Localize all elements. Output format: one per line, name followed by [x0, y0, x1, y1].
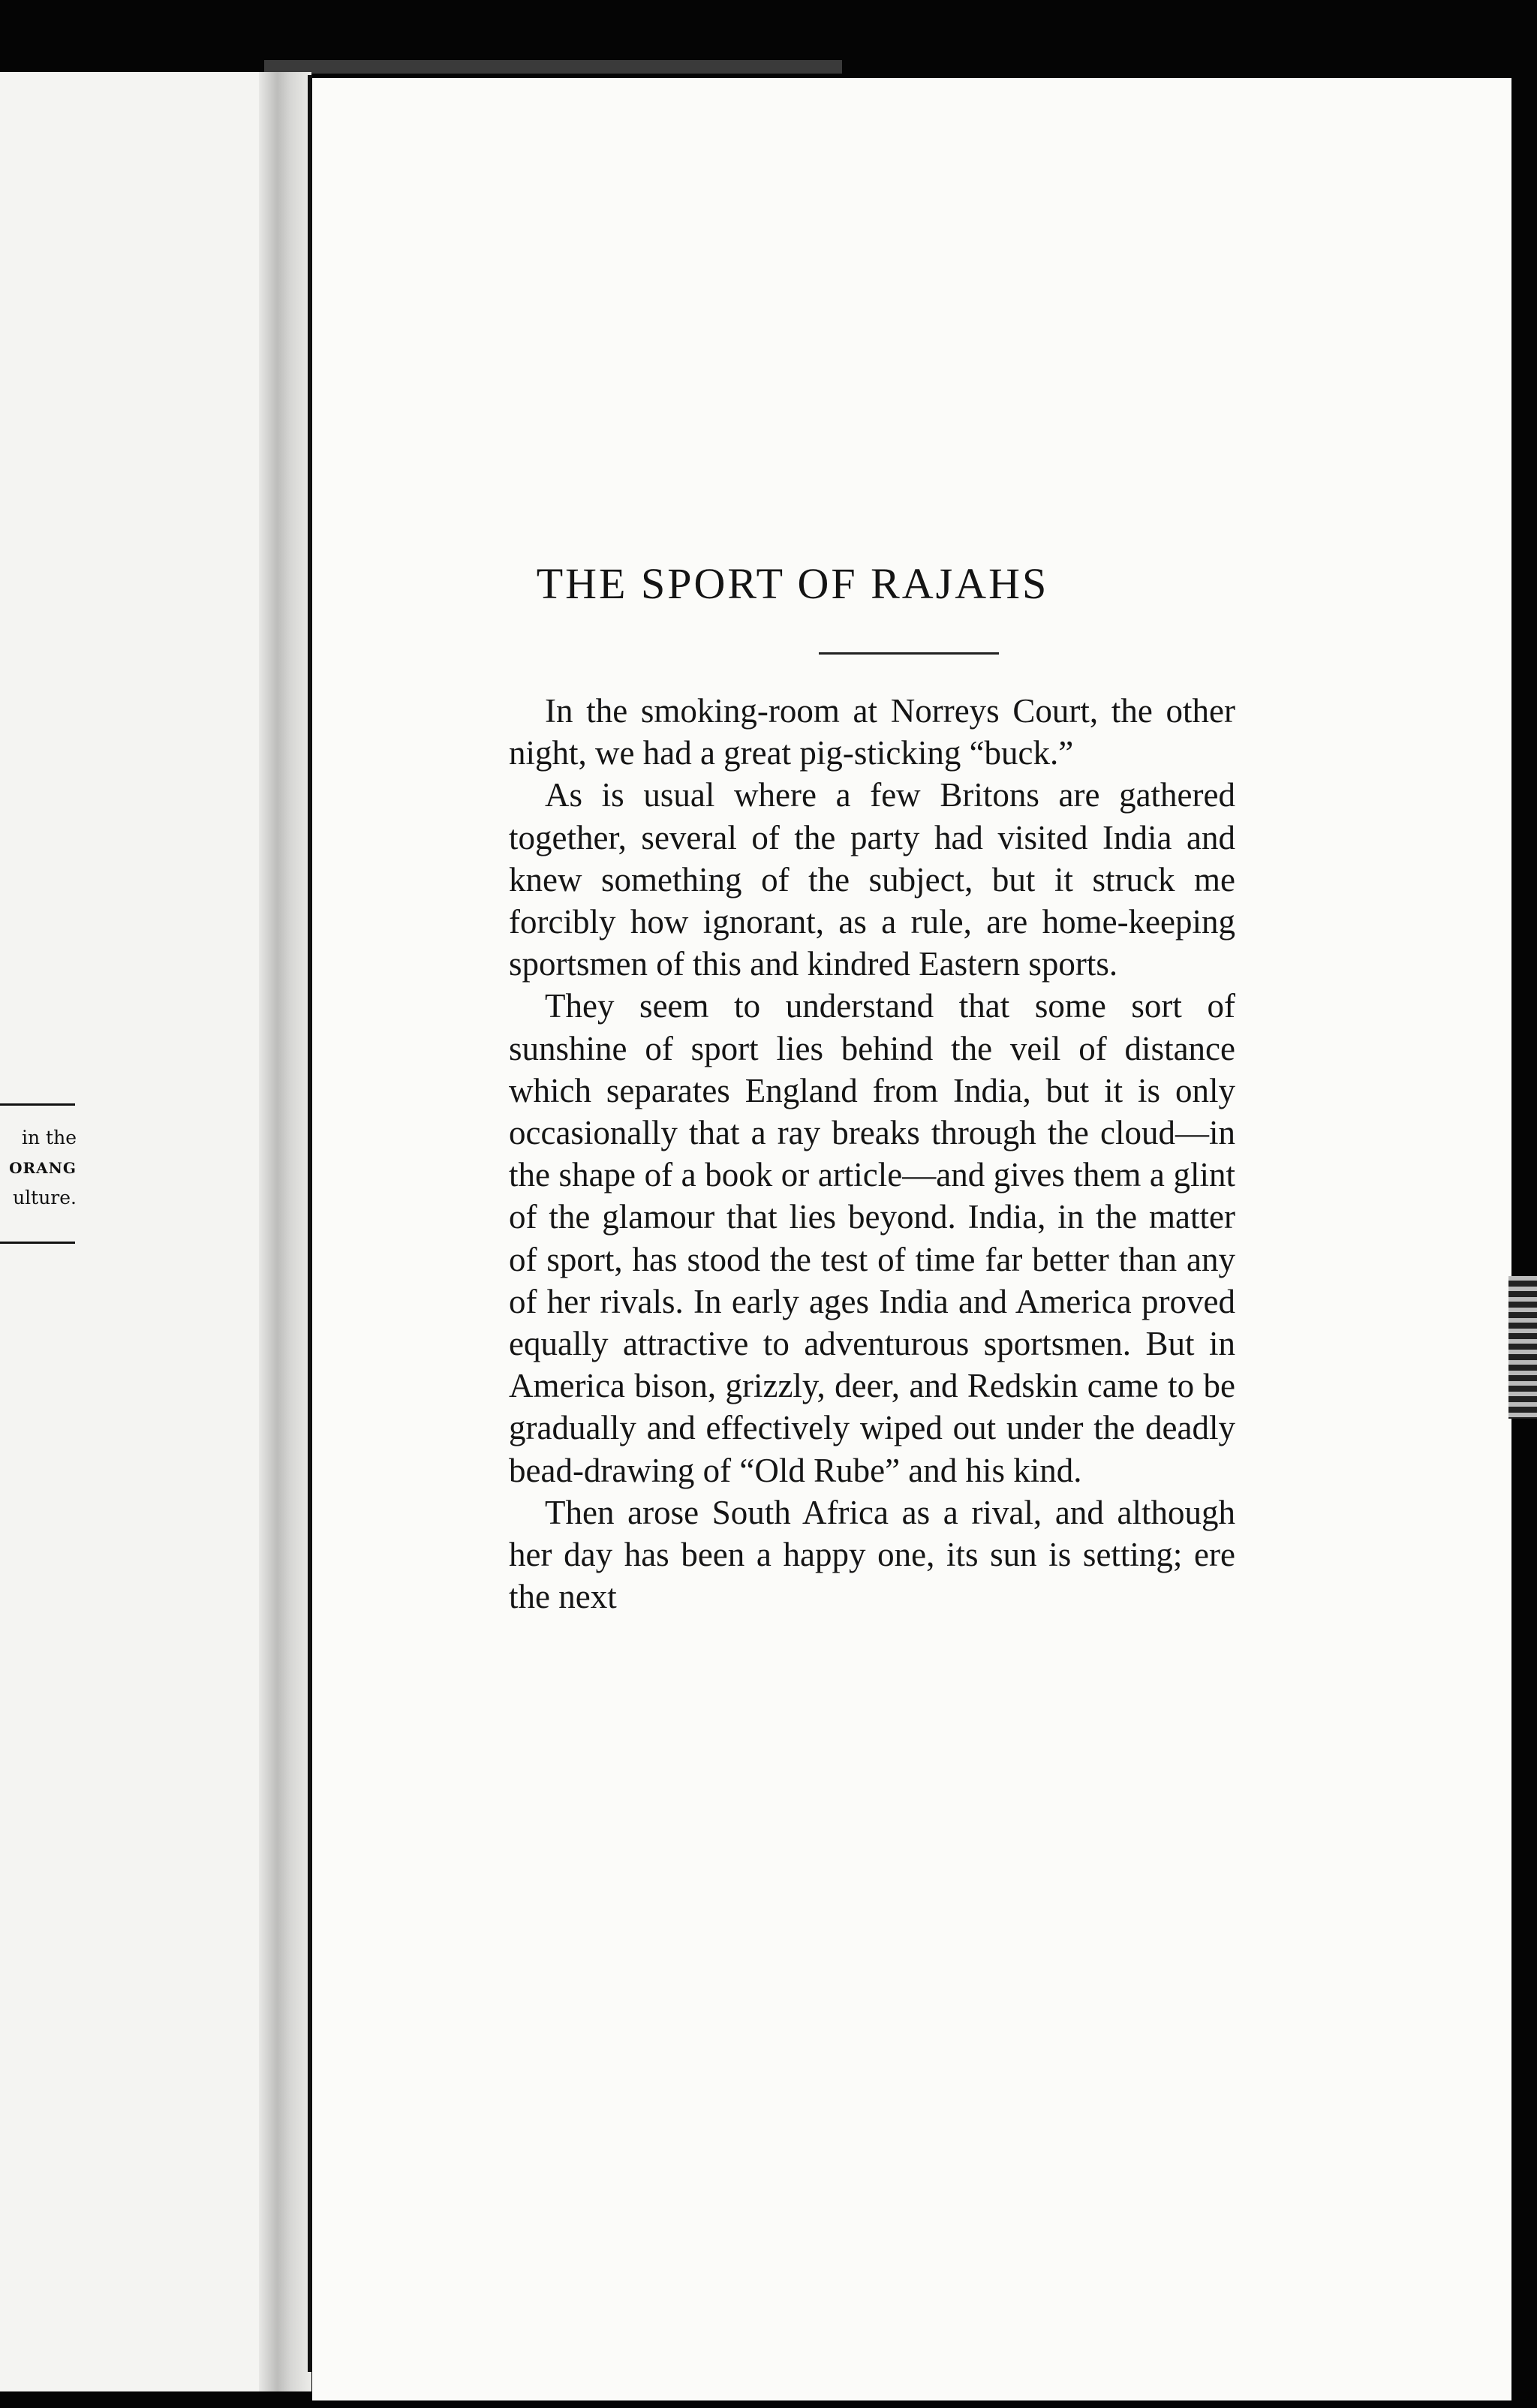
page-title: THE SPORT OF RAJAHS: [536, 559, 1049, 608]
body-text: [509, 690, 1235, 1618]
paragraph-1: In the smoking-room at Norreys Court, the other night, we had a great pig-sticking “buck.”: [509, 692, 1235, 772]
left-page-rule-top: [0, 1103, 75, 1106]
paragraph-3: They seem to understand that some sort of sunshine of sport lies behind the veil of distance which separates England from India, but it is only occasionally that a ray breaks through the cloud—in the shape of a book or article—and gives them a glint of the glamour that lies beyond. India, in the matter of sport, has stood the test of time far better than any of her rivals. In early ages India and America proved equally attractive to adventurous sportsmen. But in America bison, grizzly, deer, and Redskin came to be gradually and effectively wiped out under the deadly bead-drawing of “Old Rube” and his kind.: [509, 987, 1235, 1489]
left-fragment-line-3: ulture.: [13, 1187, 77, 1209]
left-fragment-line-2: ORANG: [9, 1159, 77, 1177]
left-page-rule-bottom: [0, 1242, 75, 1244]
left-page: [0, 72, 259, 2391]
book-gutter: [259, 72, 311, 2391]
scan-edge-artifact: [1508, 1276, 1537, 1419]
scan-top-edge: [264, 60, 842, 74]
paragraph-4: Then arose South Africa as a rival, and although her day has been a happy one, its sun is setting; ere the next: [509, 1493, 1235, 1616]
paragraph-2: As is usual where a few Britons are gathered together, several of the party had visited India and knew something of the subject, but it struck me forcibly how ignorant, as a rule, are home-keeping sportsmen of this and kindred Eastern sports.: [509, 776, 1235, 983]
left-fragment-line-1: in the: [22, 1127, 77, 1148]
right-page: [312, 78, 1511, 2400]
title-rule: [819, 652, 999, 655]
left-page-text-fragment: [5, 1123, 77, 1213]
